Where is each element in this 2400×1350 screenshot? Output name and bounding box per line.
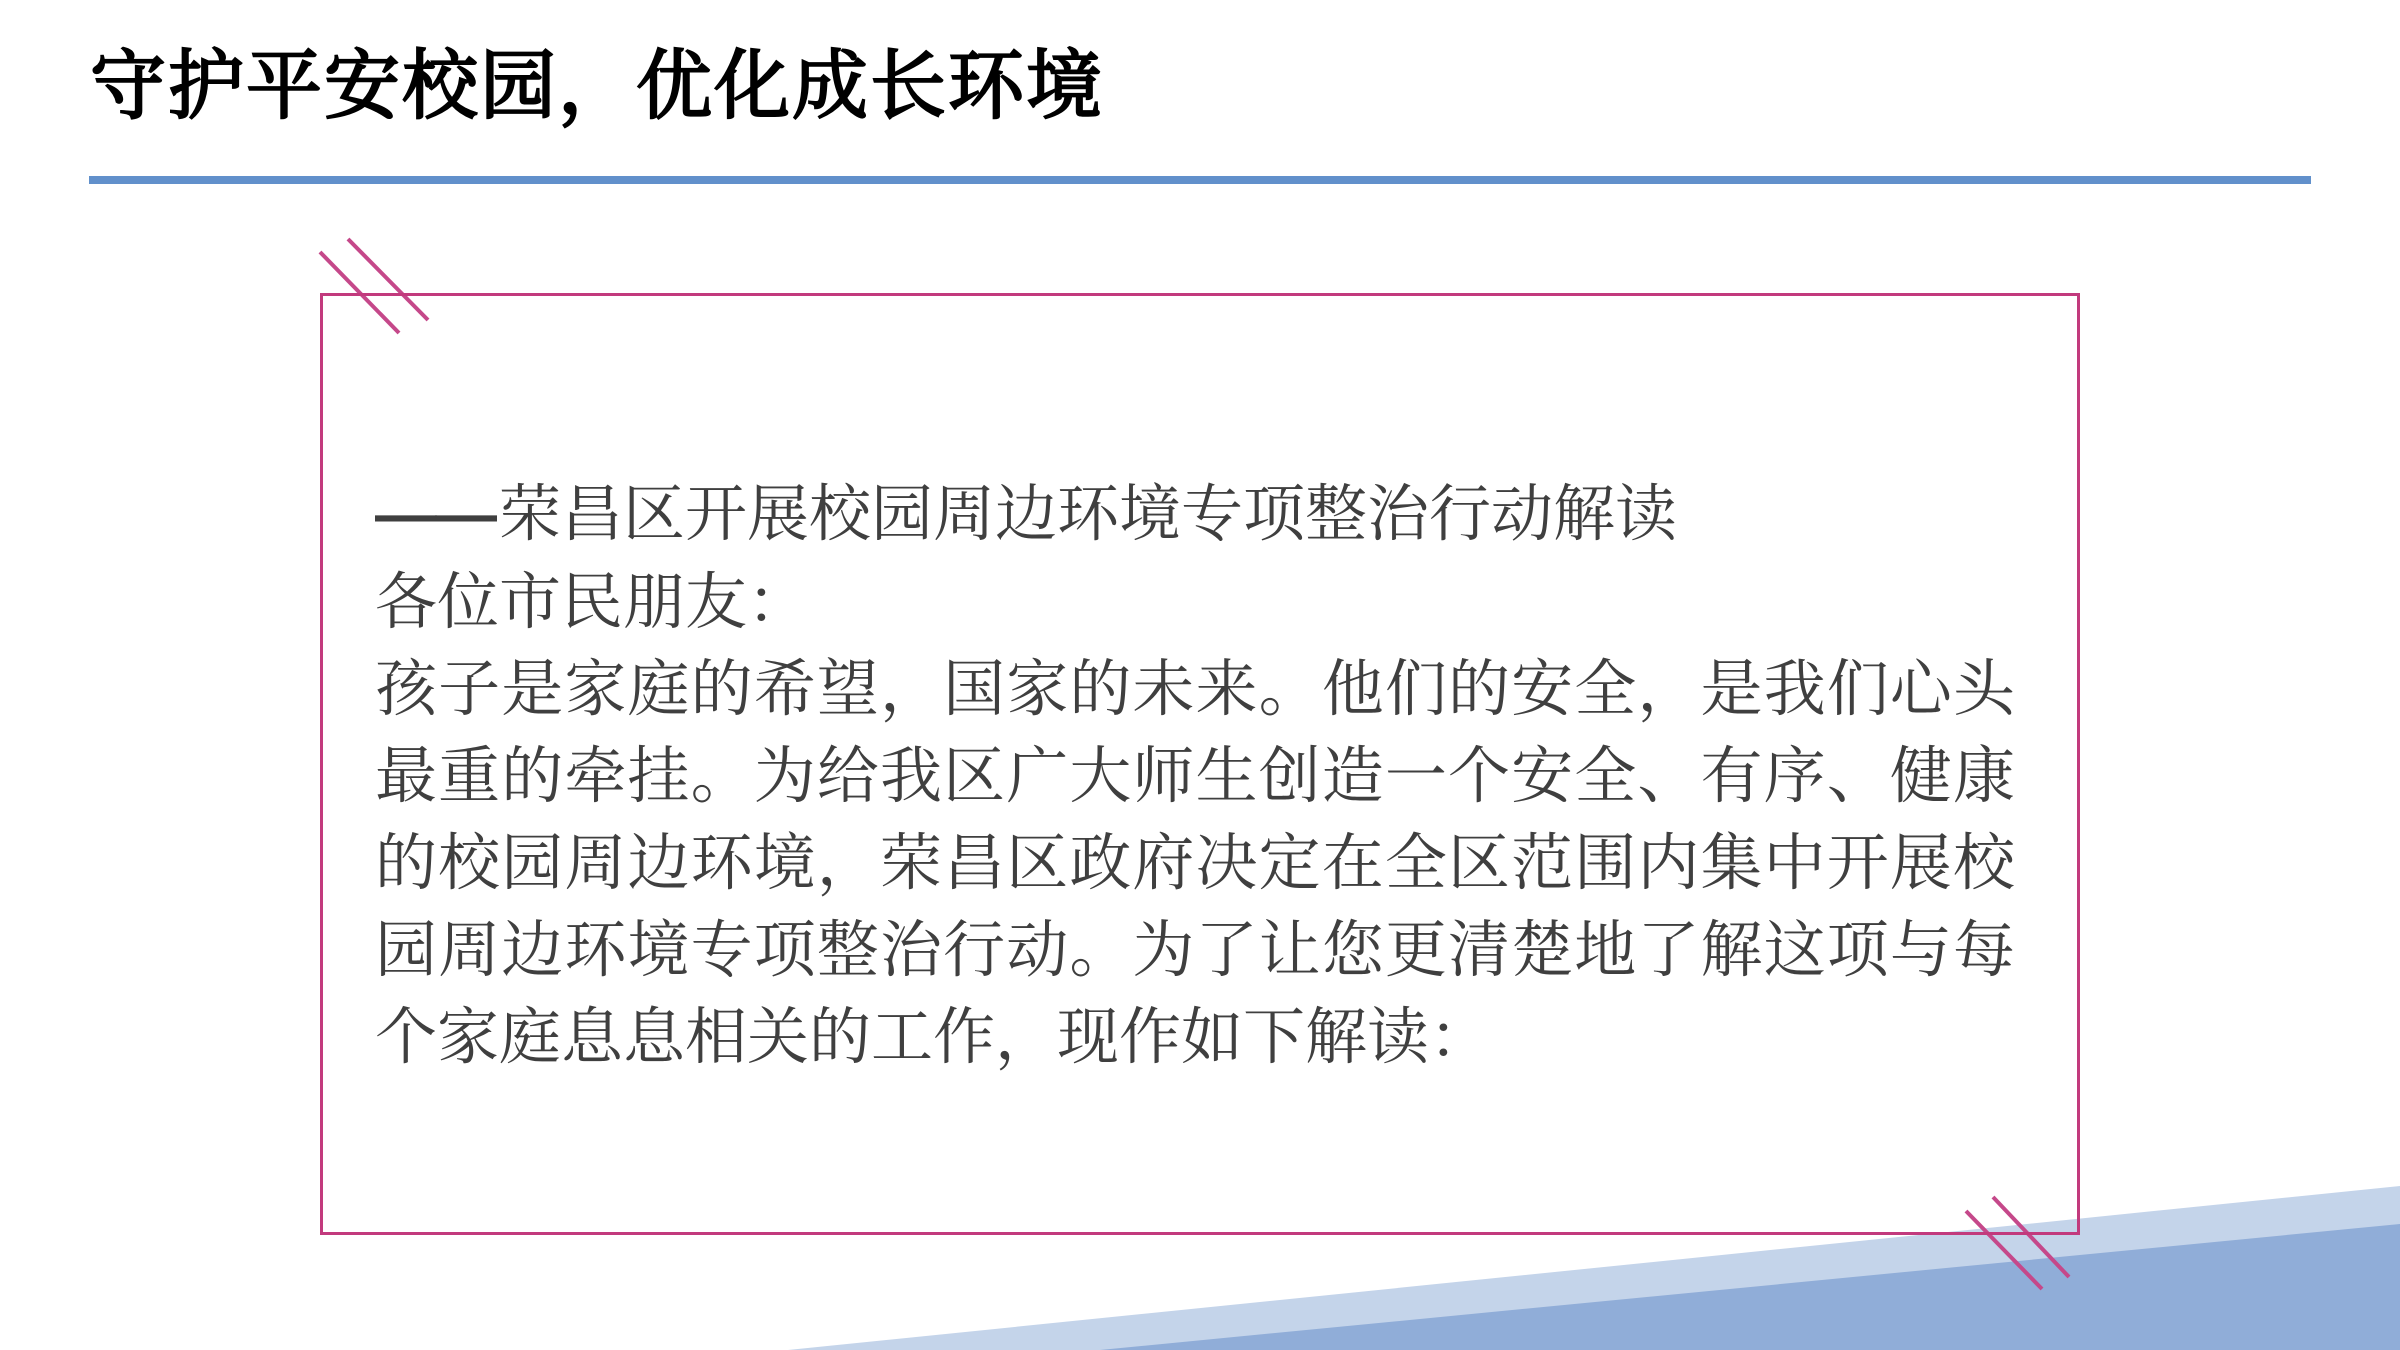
body-paragraph: 孩子是家庭的希望，国家的未来。他们的安全，是我们心头最重的牵挂。为给我区广大师生创造一个安全、有序、健康的校园周边环境，荣昌区政府决定在全区范围内集中开展校园周边环境专项整治行动。为了让您更清楚地了解这项与每个家庭息息相关的工作，现作如下解读： <box>375 652 2015 1073</box>
subtitle-line <box>375 470 2015 558</box>
content-text <box>375 470 2015 1080</box>
bottom-dark-wedge <box>1100 1224 2400 1350</box>
slide-title: 守护平安校园，优化成长环境 <box>90 44 1104 129</box>
em-dash: —— <box>375 480 495 549</box>
salutation-line: 各位市民朋友： <box>375 565 810 638</box>
subtitle-text: 荣昌区开展校园周边环境专项整治行动解读 <box>499 477 1678 550</box>
title-divider-line <box>89 176 2311 184</box>
